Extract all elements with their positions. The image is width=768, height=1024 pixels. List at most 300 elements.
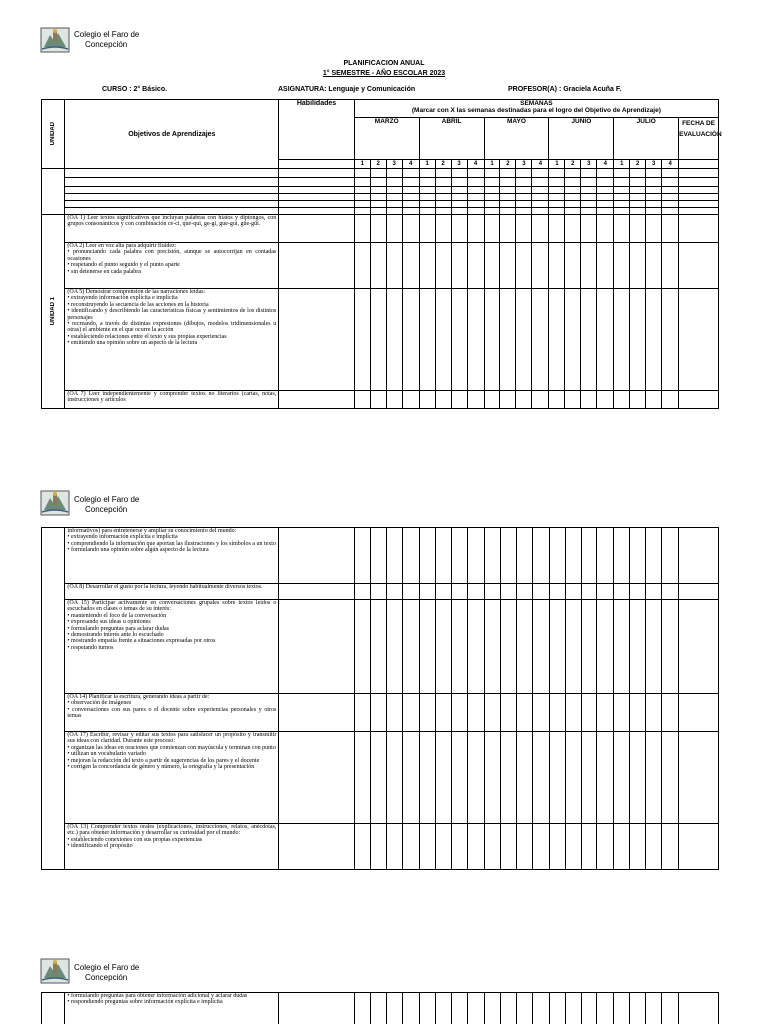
- week-cell[interactable]: [386, 178, 402, 187]
- week-cell[interactable]: [354, 584, 370, 600]
- week-cell[interactable]: [565, 732, 581, 824]
- week-cell[interactable]: [646, 243, 662, 289]
- week-cell[interactable]: [549, 993, 565, 1024]
- week-cell[interactable]: [484, 201, 500, 208]
- week-cell[interactable]: [484, 600, 500, 694]
- week-cell[interactable]: [402, 289, 419, 391]
- week-cell[interactable]: [279, 243, 355, 289]
- week-cell[interactable]: [679, 824, 719, 870]
- week-cell[interactable]: [354, 528, 370, 584]
- week-cell[interactable]: [549, 732, 565, 824]
- week-cell[interactable]: [451, 528, 467, 584]
- week-cell[interactable]: [646, 194, 662, 201]
- week-cell[interactable]: [402, 528, 419, 584]
- week-cell[interactable]: [597, 694, 614, 732]
- week-cell[interactable]: [679, 600, 719, 694]
- week-cell[interactable]: [451, 178, 467, 187]
- week-cell[interactable]: [549, 584, 565, 600]
- week-cell[interactable]: [467, 993, 484, 1024]
- week-cell[interactable]: [516, 732, 532, 824]
- week-cell[interactable]: [516, 201, 532, 208]
- week-cell[interactable]: [279, 993, 355, 1024]
- week-cell[interactable]: [549, 600, 565, 694]
- week-cell[interactable]: [662, 289, 679, 391]
- week-cell[interactable]: [630, 187, 646, 194]
- week-cell[interactable]: [402, 600, 419, 694]
- week-cell[interactable]: [597, 824, 614, 870]
- week-cell[interactable]: [532, 215, 549, 243]
- week-cell[interactable]: [646, 528, 662, 584]
- week-cell[interactable]: [630, 215, 646, 243]
- week-cell[interactable]: [679, 584, 719, 600]
- week-cell[interactable]: [516, 215, 532, 243]
- week-cell[interactable]: [386, 194, 402, 201]
- week-cell[interactable]: [679, 993, 719, 1024]
- week-cell[interactable]: [484, 824, 500, 870]
- week-cell[interactable]: [484, 178, 500, 187]
- week-cell[interactable]: [679, 243, 719, 289]
- week-cell[interactable]: [630, 201, 646, 208]
- week-cell[interactable]: [354, 208, 370, 215]
- week-cell[interactable]: [614, 993, 630, 1024]
- week-cell[interactable]: [484, 194, 500, 201]
- week-cell[interactable]: [435, 993, 451, 1024]
- week-cell[interactable]: [532, 584, 549, 600]
- week-cell[interactable]: [402, 391, 419, 409]
- week-cell[interactable]: [532, 732, 549, 824]
- week-cell[interactable]: [532, 993, 549, 1024]
- week-cell[interactable]: [500, 178, 516, 187]
- week-cell[interactable]: [646, 208, 662, 215]
- week-cell[interactable]: [386, 201, 402, 208]
- week-cell[interactable]: [581, 391, 597, 409]
- week-cell[interactable]: [435, 600, 451, 694]
- week-cell[interactable]: [630, 528, 646, 584]
- week-cell[interactable]: [402, 201, 419, 208]
- week-cell[interactable]: [386, 243, 402, 289]
- week-cell[interactable]: [370, 194, 386, 201]
- week-cell[interactable]: [549, 824, 565, 870]
- week-cell[interactable]: [500, 391, 516, 409]
- week-cell[interactable]: [484, 391, 500, 409]
- week-cell[interactable]: [500, 600, 516, 694]
- week-cell[interactable]: [565, 208, 581, 215]
- week-cell[interactable]: [630, 169, 646, 178]
- week-cell[interactable]: [386, 391, 402, 409]
- week-cell[interactable]: [419, 243, 435, 289]
- week-cell[interactable]: [435, 215, 451, 243]
- week-cell[interactable]: [614, 215, 630, 243]
- week-cell[interactable]: [354, 178, 370, 187]
- week-cell[interactable]: [500, 208, 516, 215]
- week-cell[interactable]: [516, 178, 532, 187]
- week-cell[interactable]: [516, 194, 532, 201]
- week-cell[interactable]: [581, 169, 597, 178]
- week-cell[interactable]: [565, 243, 581, 289]
- week-cell[interactable]: [279, 732, 355, 824]
- week-cell[interactable]: [467, 169, 484, 178]
- week-cell[interactable]: [386, 289, 402, 391]
- week-cell[interactable]: [646, 993, 662, 1024]
- week-cell[interactable]: [597, 201, 614, 208]
- week-cell[interactable]: [662, 584, 679, 600]
- week-cell[interactable]: [500, 289, 516, 391]
- week-cell[interactable]: [614, 187, 630, 194]
- week-cell[interactable]: [565, 201, 581, 208]
- week-cell[interactable]: [279, 600, 355, 694]
- week-cell[interactable]: [500, 824, 516, 870]
- week-cell[interactable]: [549, 187, 565, 194]
- week-cell[interactable]: [435, 289, 451, 391]
- week-cell[interactable]: [614, 201, 630, 208]
- week-cell[interactable]: [419, 824, 435, 870]
- week-cell[interactable]: [516, 243, 532, 289]
- week-cell[interactable]: [630, 694, 646, 732]
- week-cell[interactable]: [484, 187, 500, 194]
- week-cell[interactable]: [354, 215, 370, 243]
- week-cell[interactable]: [370, 187, 386, 194]
- week-cell[interactable]: [435, 528, 451, 584]
- week-cell[interactable]: [581, 528, 597, 584]
- week-cell[interactable]: [646, 178, 662, 187]
- week-cell[interactable]: [532, 600, 549, 694]
- week-cell[interactable]: [549, 208, 565, 215]
- week-cell[interactable]: [630, 993, 646, 1024]
- week-cell[interactable]: [386, 600, 402, 694]
- week-cell[interactable]: [279, 215, 355, 243]
- week-cell[interactable]: [435, 208, 451, 215]
- week-cell[interactable]: [435, 391, 451, 409]
- week-cell[interactable]: [370, 528, 386, 584]
- week-cell[interactable]: [597, 289, 614, 391]
- week-cell[interactable]: [565, 187, 581, 194]
- week-cell[interactable]: [516, 289, 532, 391]
- week-cell[interactable]: [451, 243, 467, 289]
- week-cell[interactable]: [279, 584, 355, 600]
- week-cell[interactable]: [484, 993, 500, 1024]
- week-cell[interactable]: [565, 584, 581, 600]
- week-cell[interactable]: [679, 194, 719, 201]
- week-cell[interactable]: [419, 732, 435, 824]
- week-cell[interactable]: [435, 584, 451, 600]
- week-cell[interactable]: [662, 187, 679, 194]
- week-cell[interactable]: [581, 993, 597, 1024]
- week-cell[interactable]: [370, 201, 386, 208]
- week-cell[interactable]: [532, 289, 549, 391]
- week-cell[interactable]: [679, 215, 719, 243]
- week-cell[interactable]: [451, 600, 467, 694]
- week-cell[interactable]: [419, 169, 435, 178]
- week-cell[interactable]: [386, 169, 402, 178]
- week-cell[interactable]: [467, 178, 484, 187]
- week-cell[interactable]: [402, 178, 419, 187]
- week-cell[interactable]: [484, 243, 500, 289]
- week-cell[interactable]: [451, 391, 467, 409]
- week-cell[interactable]: [581, 208, 597, 215]
- week-cell[interactable]: [565, 215, 581, 243]
- week-cell[interactable]: [662, 208, 679, 215]
- week-cell[interactable]: [679, 289, 719, 391]
- week-cell[interactable]: [354, 600, 370, 694]
- week-cell[interactable]: [532, 169, 549, 178]
- week-cell[interactable]: [354, 169, 370, 178]
- week-cell[interactable]: [549, 391, 565, 409]
- week-cell[interactable]: [370, 178, 386, 187]
- week-cell[interactable]: [630, 289, 646, 391]
- week-cell[interactable]: [662, 215, 679, 243]
- week-cell[interactable]: [614, 169, 630, 178]
- week-cell[interactable]: [451, 993, 467, 1024]
- week-cell[interactable]: [402, 215, 419, 243]
- week-cell[interactable]: [679, 694, 719, 732]
- week-cell[interactable]: [565, 528, 581, 584]
- week-cell[interactable]: [419, 208, 435, 215]
- week-cell[interactable]: [484, 215, 500, 243]
- week-cell[interactable]: [581, 178, 597, 187]
- week-cell[interactable]: [597, 194, 614, 201]
- week-cell[interactable]: [279, 201, 355, 208]
- week-cell[interactable]: [467, 391, 484, 409]
- week-cell[interactable]: [435, 694, 451, 732]
- week-cell[interactable]: [679, 201, 719, 208]
- week-cell[interactable]: [581, 584, 597, 600]
- week-cell[interactable]: [467, 194, 484, 201]
- week-cell[interactable]: [500, 243, 516, 289]
- week-cell[interactable]: [581, 194, 597, 201]
- week-cell[interactable]: [549, 528, 565, 584]
- week-cell[interactable]: [370, 169, 386, 178]
- week-cell[interactable]: [614, 528, 630, 584]
- week-cell[interactable]: [500, 201, 516, 208]
- week-cell[interactable]: [451, 208, 467, 215]
- week-cell[interactable]: [516, 391, 532, 409]
- week-cell[interactable]: [279, 528, 355, 584]
- week-cell[interactable]: [279, 694, 355, 732]
- week-cell[interactable]: [419, 178, 435, 187]
- week-cell[interactable]: [646, 215, 662, 243]
- week-cell[interactable]: [679, 732, 719, 824]
- week-cell[interactable]: [679, 169, 719, 178]
- week-cell[interactable]: [581, 187, 597, 194]
- week-cell[interactable]: [549, 201, 565, 208]
- week-cell[interactable]: [597, 178, 614, 187]
- week-cell[interactable]: [646, 187, 662, 194]
- week-cell[interactable]: [549, 289, 565, 391]
- week-cell[interactable]: [646, 169, 662, 178]
- week-cell[interactable]: [549, 694, 565, 732]
- week-cell[interactable]: [435, 169, 451, 178]
- week-cell[interactable]: [386, 694, 402, 732]
- week-cell[interactable]: [279, 391, 355, 409]
- week-cell[interactable]: [402, 208, 419, 215]
- week-cell[interactable]: [451, 289, 467, 391]
- week-cell[interactable]: [532, 243, 549, 289]
- week-cell[interactable]: [597, 584, 614, 600]
- week-cell[interactable]: [65, 208, 279, 215]
- week-cell[interactable]: [597, 169, 614, 178]
- week-cell[interactable]: [500, 993, 516, 1024]
- week-cell[interactable]: [484, 169, 500, 178]
- week-cell[interactable]: [532, 824, 549, 870]
- week-cell[interactable]: [402, 243, 419, 289]
- week-cell[interactable]: [370, 694, 386, 732]
- week-cell[interactable]: [467, 694, 484, 732]
- week-cell[interactable]: [630, 208, 646, 215]
- week-cell[interactable]: [451, 215, 467, 243]
- week-cell[interactable]: [484, 584, 500, 600]
- week-cell[interactable]: [451, 694, 467, 732]
- week-cell[interactable]: [597, 215, 614, 243]
- week-cell[interactable]: [354, 993, 370, 1024]
- week-cell[interactable]: [354, 824, 370, 870]
- week-cell[interactable]: [597, 208, 614, 215]
- week-cell[interactable]: [279, 289, 355, 391]
- week-cell[interactable]: [500, 584, 516, 600]
- week-cell[interactable]: [532, 187, 549, 194]
- week-cell[interactable]: [435, 243, 451, 289]
- week-cell[interactable]: [419, 289, 435, 391]
- week-cell[interactable]: [370, 600, 386, 694]
- week-cell[interactable]: [662, 194, 679, 201]
- week-cell[interactable]: [597, 243, 614, 289]
- week-cell[interactable]: [467, 732, 484, 824]
- week-cell[interactable]: [451, 732, 467, 824]
- week-cell[interactable]: [467, 243, 484, 289]
- week-cell[interactable]: [614, 208, 630, 215]
- week-cell[interactable]: [419, 600, 435, 694]
- week-cell[interactable]: [500, 528, 516, 584]
- week-cell[interactable]: [500, 169, 516, 178]
- week-cell[interactable]: [370, 732, 386, 824]
- week-cell[interactable]: [484, 694, 500, 732]
- week-cell[interactable]: [614, 289, 630, 391]
- week-cell[interactable]: [386, 824, 402, 870]
- week-cell[interactable]: [402, 169, 419, 178]
- week-cell[interactable]: [581, 289, 597, 391]
- week-cell[interactable]: [419, 528, 435, 584]
- week-cell[interactable]: [662, 178, 679, 187]
- week-cell[interactable]: [370, 208, 386, 215]
- week-cell[interactable]: [662, 528, 679, 584]
- week-cell[interactable]: [419, 391, 435, 409]
- week-cell[interactable]: [419, 215, 435, 243]
- week-cell[interactable]: [646, 584, 662, 600]
- week-cell[interactable]: [354, 201, 370, 208]
- week-cell[interactable]: [614, 391, 630, 409]
- week-cell[interactable]: [370, 215, 386, 243]
- week-cell[interactable]: [581, 243, 597, 289]
- week-cell[interactable]: [565, 178, 581, 187]
- week-cell[interactable]: [435, 201, 451, 208]
- week-cell[interactable]: [532, 178, 549, 187]
- week-cell[interactable]: [630, 243, 646, 289]
- week-cell[interactable]: [532, 208, 549, 215]
- week-cell[interactable]: [386, 584, 402, 600]
- week-cell[interactable]: [484, 289, 500, 391]
- week-cell[interactable]: [419, 993, 435, 1024]
- week-cell[interactable]: [662, 243, 679, 289]
- week-cell[interactable]: [662, 169, 679, 178]
- week-cell[interactable]: [467, 824, 484, 870]
- week-cell[interactable]: [516, 600, 532, 694]
- week-cell[interactable]: [516, 208, 532, 215]
- week-cell[interactable]: [386, 187, 402, 194]
- week-cell[interactable]: [354, 243, 370, 289]
- week-cell[interactable]: [679, 187, 719, 194]
- week-cell[interactable]: [565, 194, 581, 201]
- week-cell[interactable]: [516, 824, 532, 870]
- week-cell[interactable]: [65, 178, 279, 187]
- week-cell[interactable]: [370, 824, 386, 870]
- week-cell[interactable]: [279, 208, 355, 215]
- week-cell[interactable]: [386, 208, 402, 215]
- week-cell[interactable]: [451, 584, 467, 600]
- week-cell[interactable]: [565, 824, 581, 870]
- week-cell[interactable]: [451, 194, 467, 201]
- week-cell[interactable]: [354, 732, 370, 824]
- week-cell[interactable]: [386, 215, 402, 243]
- week-cell[interactable]: [516, 169, 532, 178]
- week-cell[interactable]: [565, 600, 581, 694]
- week-cell[interactable]: [662, 824, 679, 870]
- week-cell[interactable]: [630, 600, 646, 694]
- week-cell[interactable]: [614, 824, 630, 870]
- week-cell[interactable]: [467, 201, 484, 208]
- week-cell[interactable]: [516, 694, 532, 732]
- week-cell[interactable]: [597, 528, 614, 584]
- week-cell[interactable]: [402, 584, 419, 600]
- week-cell[interactable]: [679, 391, 719, 409]
- week-cell[interactable]: [451, 201, 467, 208]
- week-cell[interactable]: [614, 694, 630, 732]
- week-cell[interactable]: [354, 391, 370, 409]
- week-cell[interactable]: [279, 187, 355, 194]
- week-cell[interactable]: [65, 201, 279, 208]
- week-cell[interactable]: [679, 528, 719, 584]
- week-cell[interactable]: [679, 178, 719, 187]
- week-cell[interactable]: [500, 187, 516, 194]
- week-cell[interactable]: [419, 194, 435, 201]
- week-cell[interactable]: [549, 194, 565, 201]
- week-cell[interactable]: [646, 694, 662, 732]
- week-cell[interactable]: [516, 187, 532, 194]
- week-cell[interactable]: [467, 215, 484, 243]
- week-cell[interactable]: [630, 732, 646, 824]
- week-cell[interactable]: [419, 201, 435, 208]
- week-cell[interactable]: [614, 243, 630, 289]
- week-cell[interactable]: [565, 169, 581, 178]
- week-cell[interactable]: [565, 694, 581, 732]
- week-cell[interactable]: [279, 824, 355, 870]
- week-cell[interactable]: [370, 289, 386, 391]
- week-cell[interactable]: [386, 993, 402, 1024]
- week-cell[interactable]: [484, 528, 500, 584]
- week-cell[interactable]: [435, 194, 451, 201]
- week-cell[interactable]: [279, 178, 355, 187]
- week-cell[interactable]: [597, 600, 614, 694]
- week-cell[interactable]: [500, 694, 516, 732]
- week-cell[interactable]: [597, 187, 614, 194]
- week-cell[interactable]: [630, 178, 646, 187]
- week-cell[interactable]: [614, 178, 630, 187]
- week-cell[interactable]: [467, 600, 484, 694]
- week-cell[interactable]: [467, 187, 484, 194]
- week-cell[interactable]: [614, 600, 630, 694]
- week-cell[interactable]: [516, 528, 532, 584]
- week-cell[interactable]: [630, 584, 646, 600]
- week-cell[interactable]: [386, 732, 402, 824]
- week-cell[interactable]: [662, 732, 679, 824]
